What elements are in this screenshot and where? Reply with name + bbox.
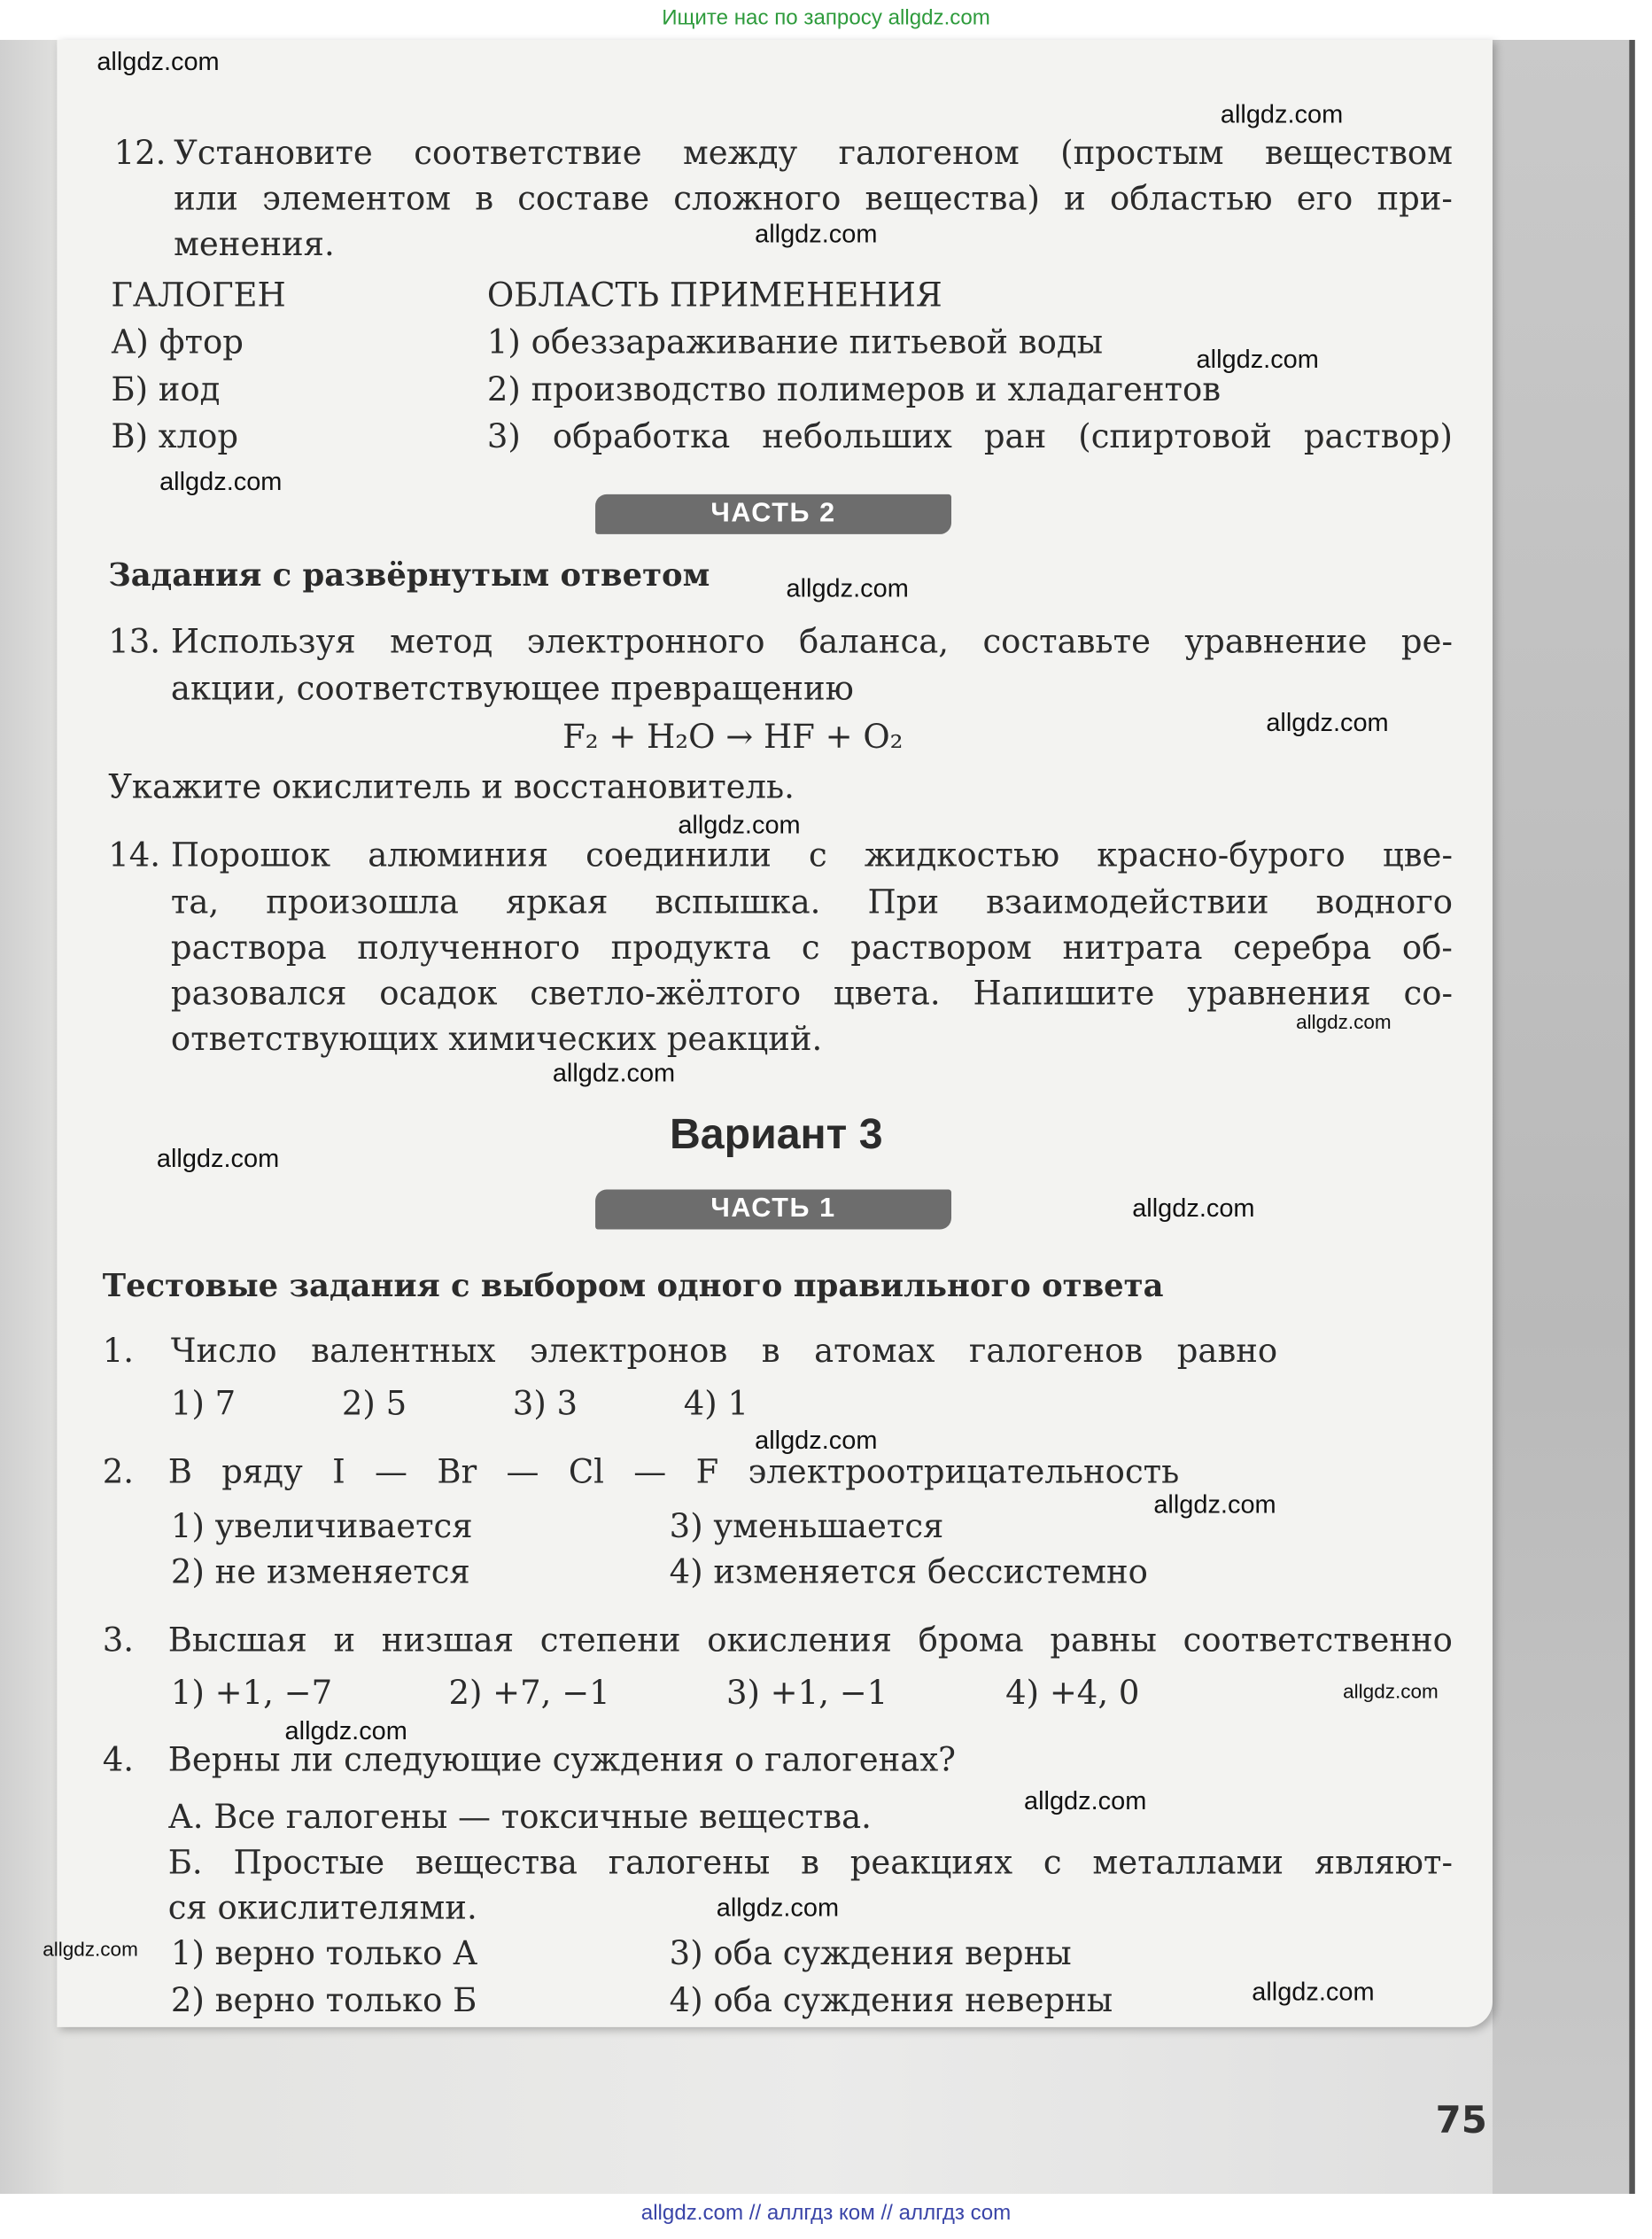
section-heading: Задания с развёрнутым ответом [108,556,710,595]
q14-line: раствора полученного продукта с раствором нитрата серебра об- [170,929,1453,968]
q1-number: 1. [102,1333,135,1371]
part-2-label: ЧАСТЬ 2 [595,494,951,534]
q4-option: 2) верно только Б [170,1983,477,2020]
q3-option: 3) +1, −1 [725,1675,888,1713]
q4-statement-b: Б. Простые вещества галогены в реакциях с металлами являют- [167,1845,1453,1882]
watermark: allgdz.com [786,573,909,603]
watermark: allgdz.com [284,1716,407,1745]
q13-number: 13. [108,624,161,662]
q1-option: 4) 1 [683,1386,748,1424]
watermark: allgdz.com [156,1144,280,1173]
watermark: allgdz.com [552,1058,676,1087]
watermark: allgdz.com [159,467,283,496]
q14-line: та, произошла яркая вспышка. При взаимодействии водного [170,884,1453,922]
q4-text: Верны ли следующие суждения о галогенах? [167,1742,957,1780]
watermark: allgdz.com [1266,708,1389,737]
q2-number: 2. [102,1454,135,1492]
application-item: 1) обеззараживание питьевой воды [486,324,1104,362]
q12-line: менения. [174,226,335,264]
q2-option: 2) не изменяется [170,1554,470,1591]
q1-option: 3) 3 [512,1386,578,1424]
q3-number: 3. [102,1622,135,1660]
q2-text: В ряду I — Br — Cl — F электроотрицательность [167,1454,1180,1492]
variant-title: Вариант 3 [669,1111,883,1159]
watermark: allgdz.com [1296,1009,1392,1033]
q12-line: или элементом в составе сложного вещества) и областью его при- [174,181,1453,218]
watermark: allgdz.com [1132,1193,1255,1223]
q14-line: разовался осадок светло-жёлтого цвета. Напишите уравнения со- [170,976,1453,1014]
halogen-item: В) хлор [111,418,239,456]
q12-number: 12. [113,135,167,173]
q2-option: 4) изменяется бессистемно [669,1554,1148,1591]
q2-option: 1) увеличивается [170,1508,473,1546]
application-item: 3) обработка небольших ран (спиртовой раствор) [486,418,1453,456]
watermark: allgdz.com [1153,1489,1276,1519]
watermark: allgdz.com [1196,345,1319,374]
q1-option: 1) 7 [170,1386,237,1424]
watermark: allgdz.com [755,219,878,248]
watermark: allgdz.com [716,1893,840,1922]
q1-text: Число валентных электронов в атомах галогенов равно [170,1333,1278,1371]
q4-option: 3) оба суждения верны [669,1936,1072,1973]
q12-line: Установите соответствие между галогеном (простым веществом [174,135,1453,173]
halogen-item: А) фтор [111,324,244,362]
q4-statement-b: ся окислителями. [167,1890,477,1928]
q4-number: 4. [102,1742,135,1780]
section-heading: Тестовые задания с выбором одного правильного ответа [102,1267,1164,1305]
q3-option: 4) +4, 0 [1005,1675,1140,1713]
q14-line: Порошок алюминия соединили с жидкостью красно-бурого цве- [170,837,1453,875]
watermark: allgdz.com [1252,1977,1375,2006]
col-header-halogen: ГАЛОГЕН [111,277,286,315]
q3-option: 2) +7, −1 [448,1675,610,1713]
q14-number: 14. [108,837,161,875]
next-page-edge [1493,40,1635,2194]
col-header-application: ОБЛАСТЬ ПРИМЕНЕНИЯ [486,277,942,315]
q3-text: Высшая и низшая степени окисления брома равны соответственно [167,1622,1453,1660]
application-item: 2) производство полимеров и хладагентов [486,371,1222,409]
watermark: allgdz.com [755,1426,878,1455]
top-banner[interactable]: Ищите нас по запросу allgdz.com [662,5,990,30]
watermark: allgdz.com [43,1937,138,1961]
q14-line: ответствующих химических реакций. [170,1021,823,1059]
q4-option: 4) оба суждения неверны [669,1983,1113,2020]
q2-option: 3) уменьшается [669,1508,944,1546]
q13-line: Используя метод электронного баланса, составьте уравнение ре- [170,624,1453,662]
q1-option: 2) 5 [341,1386,407,1424]
watermark: allgdz.com [1220,99,1344,128]
watermark: allgdz.com [97,47,220,76]
bottom-footer[interactable]: allgdz.com // аллгдз ком // аллгдз com [0,2194,1652,2239]
q4-statement-a: А. Все галогены — токсичные вещества. [167,1799,872,1837]
watermark: allgdz.com [1024,1786,1147,1815]
reaction-formula: F₂ + H₂O → HF + O₂ [562,719,904,757]
q3-option: 1) +1, −7 [170,1675,333,1713]
q4-option: 1) верно только А [170,1936,478,1973]
part-1-label: ЧАСТЬ 1 [595,1190,951,1230]
q13-line: акции, соответствующее превращению [170,671,854,709]
q13-line: Укажите окислитель и восстановитель. [108,769,795,807]
page-number: 75 [1435,2099,1487,2143]
scan-edge [1629,40,1634,2194]
halogen-item: Б) иод [111,371,221,409]
watermark: allgdz.com [1343,1679,1439,1703]
watermark: allgdz.com [678,810,801,839]
